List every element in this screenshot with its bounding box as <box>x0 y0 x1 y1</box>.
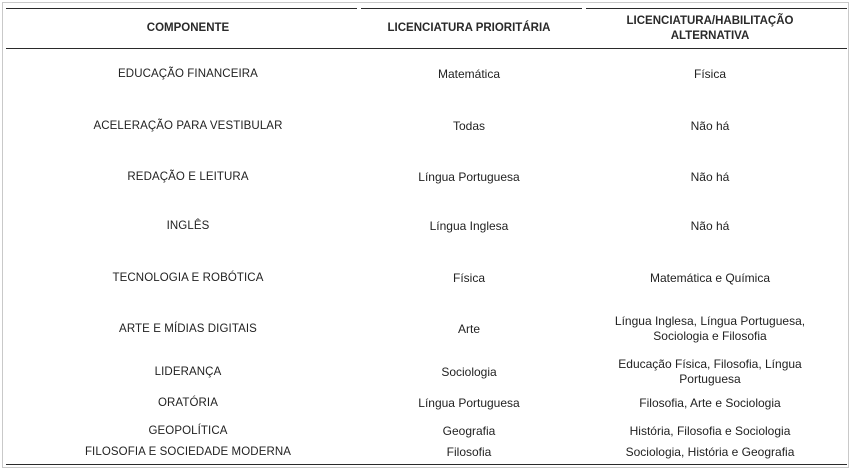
table-cell-componente: REDAÇÃO E LEITURA <box>127 170 249 183</box>
table-bottom-rule <box>6 464 847 465</box>
table-cell-componente: EDUCAÇÃO FINANCEIRA <box>118 67 258 80</box>
table-cell-prioritaria: Todas <box>452 118 486 133</box>
table-cell-alternativa: Matemática e Química <box>649 270 771 285</box>
table-cell-componente: ORATÓRIA <box>157 396 218 409</box>
column-header-componente: COMPONENTE <box>146 22 230 34</box>
table-cell-prioritaria: Língua Inglesa <box>429 218 509 233</box>
table-cell-componente: ARTE E MÍDIAS DIGITAIS <box>119 322 257 335</box>
table-cell-prioritaria: Física <box>452 270 485 285</box>
table-cell-prioritaria: Filosofia <box>446 444 492 459</box>
table-cell-prioritaria: Geografia <box>442 423 496 438</box>
table-cell-componente: LIDERANÇA <box>154 365 222 378</box>
table-cell-componente: INGLÊS <box>166 219 210 232</box>
table-cell-prioritaria: Arte <box>457 321 480 336</box>
table-cell-componente: ACELERAÇÃO PARA VESTIBULAR <box>93 119 283 132</box>
table-cell-prioritaria: Língua Portuguesa <box>418 169 520 184</box>
header-bottom-rule <box>6 48 847 49</box>
table-cell-prioritaria: Sociologia <box>441 364 497 379</box>
column-header-licenciatura-alternativa: LICENCIATURA/HABILITAÇÃO ALTERNATIVA <box>626 14 794 42</box>
table-cell-alternativa: Não há <box>690 218 730 233</box>
table-cell-alternativa: Física <box>693 66 726 81</box>
table-cell-alternativa: Educação Física, Filosofia, Língua Portuguesa <box>618 357 802 386</box>
table-cell-alternativa: Não há <box>690 169 730 184</box>
table-cell-alternativa: Língua Inglesa, Língua Portuguesa, Sociologia e Filosofia <box>614 314 806 343</box>
table-cell-prioritaria: Matemática <box>437 66 501 81</box>
table-cell-prioritaria: Língua Portuguesa <box>418 395 520 410</box>
table-cell-alternativa: Não há <box>690 118 730 133</box>
table-cell-alternativa: História, Filosofia e Sociologia <box>629 423 791 438</box>
column-header-licenciatura-prioritaria: LICENCIATURA PRIORITÁRIA <box>387 22 551 34</box>
table-cell-componente: TECNOLOGIA E ROBÓTICA <box>112 271 264 284</box>
table-cell-alternativa: Sociologia, História e Geografia <box>625 444 795 459</box>
table-cell-alternativa: Filosofia, Arte e Sociologia <box>639 395 781 410</box>
table-cell-componente: FILOSOFIA E SOCIEDADE MODERNA <box>84 445 292 458</box>
table-cell-componente: GEOPOLÍTICA <box>148 424 228 437</box>
